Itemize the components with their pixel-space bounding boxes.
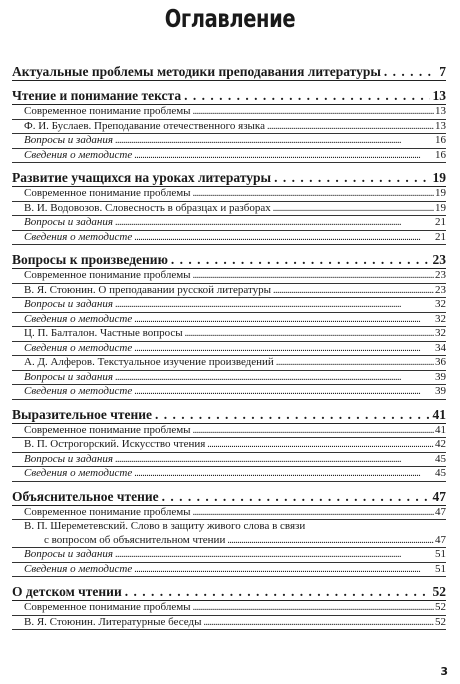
entry-title: Сведения о методисте [24,467,133,479]
leader-dots [134,563,434,577]
leader-dots [267,120,434,134]
leader-dots [273,284,434,298]
toc-entry[interactable] [12,342,446,357]
toc-entry[interactable] [12,467,446,482]
toc-entry[interactable] [12,548,446,563]
entry-title: Сведения о методисте [24,148,133,161]
section-heading[interactable] [12,169,446,187]
leader-dots [193,105,434,119]
toc-entry[interactable] [12,216,446,231]
leader-dots [193,506,434,520]
section-page: 7 [439,64,446,79]
entry-page: 45 [435,452,446,465]
toc-section [12,63,446,81]
leader-dots [184,87,429,104]
entry-title: А. Д. Алферов. Текстуальное изучение произведений [24,356,274,368]
leader-dots [207,438,434,452]
leader-dots [155,406,429,423]
entry-page: 39 [435,370,446,383]
toc-section [12,169,446,245]
entry-title-continued: с вопросом об объяснительном чтении [44,533,226,546]
leader-dots [115,134,434,148]
toc-entry[interactable] [12,313,446,328]
section-heading[interactable] [12,406,446,424]
leader-dots [115,548,434,562]
section-title: Выразительное чтение [12,406,153,422]
entry-page: 45 [435,467,446,479]
entry-page: 13 [435,119,446,132]
table-of-contents [12,63,446,630]
toc-entry[interactable] [12,356,446,371]
section-page: 13 [432,88,446,103]
leader-dots [115,298,434,312]
entry-title: Вопросы и задания [24,548,113,560]
entry-title: Современное понимание проблемы [24,187,191,199]
section-title: Объяснительное чтение [12,488,159,504]
leader-dots [162,488,430,505]
entry-page: 19 [435,187,446,199]
entry-title: Современное понимание проблемы [24,105,191,117]
toc-entry[interactable] [12,601,446,616]
entry-title: В. П. Шереметевский. Слово в защиту живого слова в связи [24,520,306,532]
toc-entry[interactable] [12,202,446,217]
section-title: Чтение и понимание текста [12,88,182,103]
leader-dots [134,231,434,245]
toc-entry[interactable] [12,453,446,468]
entry-page: 34 [435,341,446,354]
section-page: 47 [432,488,446,504]
entry-title: Современное понимание проблемы [24,423,191,436]
toc-entry[interactable] [12,134,446,149]
entry-page: 51 [435,548,446,560]
toc-entry[interactable] [12,438,446,453]
toc-entry[interactable] [12,385,446,400]
leader-dots [185,327,434,341]
entry-page: 16 [435,134,446,146]
entry-page: 52 [435,601,446,613]
entry-page: 47 [435,505,446,518]
entry-title: В. И. Водовозов. Словесность в образцах и разборах [24,201,271,214]
toc-entry[interactable] [12,298,446,313]
section-heading[interactable] [12,488,446,506]
toc-entry[interactable] [12,120,446,135]
leader-dots [134,342,434,356]
toc-entry[interactable] [12,187,446,202]
section-heading[interactable] [12,251,446,269]
leader-dots [193,601,434,615]
entry-page: 21 [435,230,446,243]
entry-title: Сведения о методисте [24,562,133,575]
toc-section [12,251,446,400]
section-page: 52 [432,584,446,599]
entry-page: 32 [435,312,446,325]
leader-dots [115,216,434,230]
leader-dots [273,202,434,216]
leader-dots [125,583,430,600]
toc-entry[interactable] [12,424,446,439]
entry-page: 19 [435,201,446,214]
page-title: Оглавление [164,4,296,33]
section-title: Вопросы к произведению [12,252,168,267]
entry-title: Современное понимание проблемы [24,505,191,518]
leader-dots [134,149,434,163]
leader-dots [276,356,434,370]
toc-entry[interactable] [12,616,446,631]
entry-title: Сведения о методисте [24,341,133,354]
page-number: 3 [440,665,448,678]
entry-title: Ц. П. Балталон. Частные вопросы [24,327,183,339]
entry-title: Вопросы и задания [24,134,113,146]
toc-section [12,406,446,482]
entry-page: 41 [435,423,446,436]
toc-section [12,583,446,630]
leader-dots [134,385,434,399]
toc-entry[interactable] [12,231,446,246]
leader-dots [193,187,434,201]
leader-dots [134,313,434,327]
toc-entry[interactable] [12,563,446,578]
entry-page: 13 [435,105,446,117]
entry-page: 47 [435,533,446,546]
entry-page: 36 [435,356,446,368]
entry-title: Вопросы и задания [24,452,113,465]
leader-dots [384,63,436,80]
entry-title: Сведения о методисте [24,230,133,243]
toc-entry[interactable] [12,327,446,342]
toc-entry[interactable] [12,520,446,548]
leader-dots [193,424,434,438]
section-page: 19 [432,170,446,185]
entry-page: 32 [435,298,446,310]
toc-entry[interactable] [12,105,446,120]
leader-dots [274,169,429,186]
entry-title: Ф. И. Буслаев. Преподавание отечественного языка [24,119,265,132]
entry-page: 23 [435,269,446,281]
entry-title: Сведения о методисте [24,385,133,397]
entry-page: 32 [435,327,446,339]
toc-entry[interactable] [12,269,446,284]
section-page: 23 [432,252,446,267]
leader-dots [171,251,430,268]
leader-dots [115,453,434,467]
leader-dots [203,616,434,630]
entry-page: 42 [435,438,446,450]
leader-dots [134,467,434,481]
section-heading[interactable] [12,63,446,81]
section-title: Развитие учащихся на уроках литературы [12,170,272,185]
toc-entry[interactable] [12,149,446,164]
entry-title: Вопросы и задания [24,370,113,383]
section-heading[interactable] [12,583,446,601]
entry-title: Сведения о методисте [24,312,133,325]
leader-dots [115,371,434,385]
entry-title: Вопросы и задания [24,298,113,310]
toc-section [12,488,446,578]
entry-title: В. Я. Стоюнин. Литературные беседы [24,615,202,628]
entry-title: В. П. Острогорский. Искусство чтения [24,438,206,450]
entry-page: 51 [435,562,446,575]
toc-entry[interactable] [12,371,446,386]
entry-title: В. Я. Стоюнин. О преподавании русской литературы [24,283,272,296]
section-title: Актуальные проблемы методики преподавания литературы [12,64,381,79]
toc-section [12,87,446,163]
entry-title: Вопросы и задания [24,216,113,228]
leader-dots [193,269,434,283]
entry-page: 16 [435,148,446,161]
section-heading[interactable] [12,87,446,105]
entry-page: 39 [435,385,446,397]
entry-title: Современное понимание проблемы [24,601,191,613]
toc-entry[interactable] [12,506,446,521]
leader-dots [227,534,434,548]
entry-page: 23 [435,283,446,296]
section-page: 41 [432,406,446,422]
entry-page: 21 [435,216,446,228]
section-title: О детском чтении [12,584,122,599]
entry-page: 52 [435,615,446,628]
toc-entry[interactable] [12,284,446,299]
entry-title: Современное понимание проблемы [24,269,191,281]
